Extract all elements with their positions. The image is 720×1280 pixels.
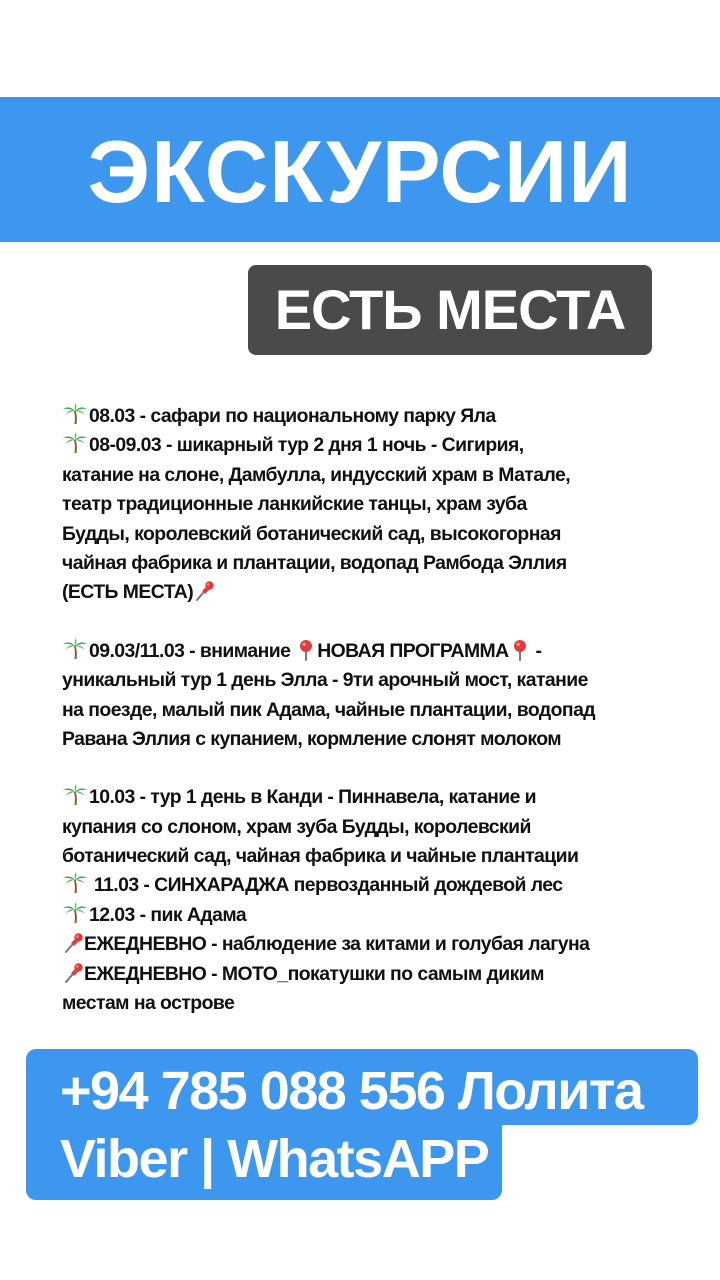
tour-text: - bbox=[535, 639, 542, 662]
pushpin-icon bbox=[193, 580, 215, 602]
spacer bbox=[62, 608, 712, 637]
tour-text: ЕЖЕДНЕВНО - наблюдение за китами и голубая лагуна bbox=[84, 933, 590, 956]
tour-text-line: Будды, королевский ботанический сад, высокогорная bbox=[62, 522, 561, 545]
tour-list bbox=[62, 402, 712, 1018]
tour-text-line bbox=[62, 578, 712, 607]
contact-messengers[interactable]: Viber | WhatsAPP bbox=[60, 1129, 489, 1189]
tour-text-line: на поезде, малый пик Адама, чайные плантации, водопад bbox=[62, 698, 596, 721]
palm-tree-icon bbox=[62, 872, 88, 894]
round-pin-icon bbox=[511, 639, 529, 661]
tour-text-line: чайная фабрика и плантации, водопад Рамбода Эллия bbox=[62, 551, 567, 574]
round-pin-icon bbox=[297, 639, 315, 661]
spacer bbox=[62, 754, 712, 783]
tour-text: 11.03 - СИНХАРАДЖА первозданный дождевой лес bbox=[93, 874, 563, 897]
availability-badge-label: ЕСТЬ МЕСТА bbox=[274, 278, 626, 341]
new-program-label: НОВАЯ ПРОГРАММА bbox=[317, 639, 509, 662]
tour-text-line: купания со слоном, храм зуба Будды, королевский bbox=[62, 815, 531, 838]
tour-text-line: ботанический сад, чайная фабрика и чайные плантации bbox=[62, 845, 579, 868]
contact-phone[interactable]: +94 785 088 556 Лолита bbox=[60, 1061, 643, 1121]
tour-item bbox=[62, 930, 712, 959]
tour-text: ЕЖЕДНЕВНО - МОТО_покатушки по самым диким bbox=[84, 962, 544, 985]
tour-text: 10.03 - тур 1 день в Канди - Пиннавела, катание и bbox=[89, 786, 537, 809]
pushpin-icon bbox=[62, 962, 84, 984]
tour-text: 09.03/11.03 - внимание bbox=[89, 639, 291, 662]
tour-text: 08-09.03 - шикарный тур 2 дня 1 ночь - Сигирия, bbox=[89, 434, 524, 457]
tour-item bbox=[62, 402, 712, 431]
tour-text: (ЕСТЬ МЕСТА) bbox=[62, 581, 194, 604]
palm-tree-icon bbox=[62, 403, 88, 425]
palm-tree-icon bbox=[62, 638, 88, 660]
tour-text-line: Равана Эллия с купанием, кормление слонят молоком bbox=[62, 727, 562, 750]
tour-text: 12.03 - пик Адама bbox=[89, 903, 247, 926]
tour-item bbox=[62, 960, 712, 989]
availability-badge bbox=[248, 265, 652, 355]
pushpin-icon bbox=[62, 932, 84, 954]
tour-text-line: местам на острове bbox=[62, 992, 235, 1015]
tour-item bbox=[62, 783, 712, 812]
tour-text: 08.03 - сафари по национальному парку Яла bbox=[89, 405, 496, 427]
palm-tree-icon bbox=[62, 432, 88, 454]
title-banner bbox=[0, 97, 720, 242]
tour-item bbox=[62, 871, 712, 900]
tour-text-line: катание на слоне, Дамбулла, индусский храм в Матале, bbox=[62, 463, 571, 486]
tour-text-line: уникальный тур 1 день Элла - 9ти арочный мост, катание bbox=[62, 669, 588, 692]
tour-item bbox=[62, 901, 712, 930]
palm-tree-icon bbox=[62, 902, 88, 924]
tour-item bbox=[62, 637, 712, 666]
palm-tree-icon bbox=[62, 784, 88, 806]
tour-text-line: театр традиционные ланкийские танцы, храм зуба bbox=[62, 493, 527, 516]
tour-item bbox=[62, 431, 712, 460]
page-title: ЭКСКУРСИИ bbox=[87, 121, 633, 221]
